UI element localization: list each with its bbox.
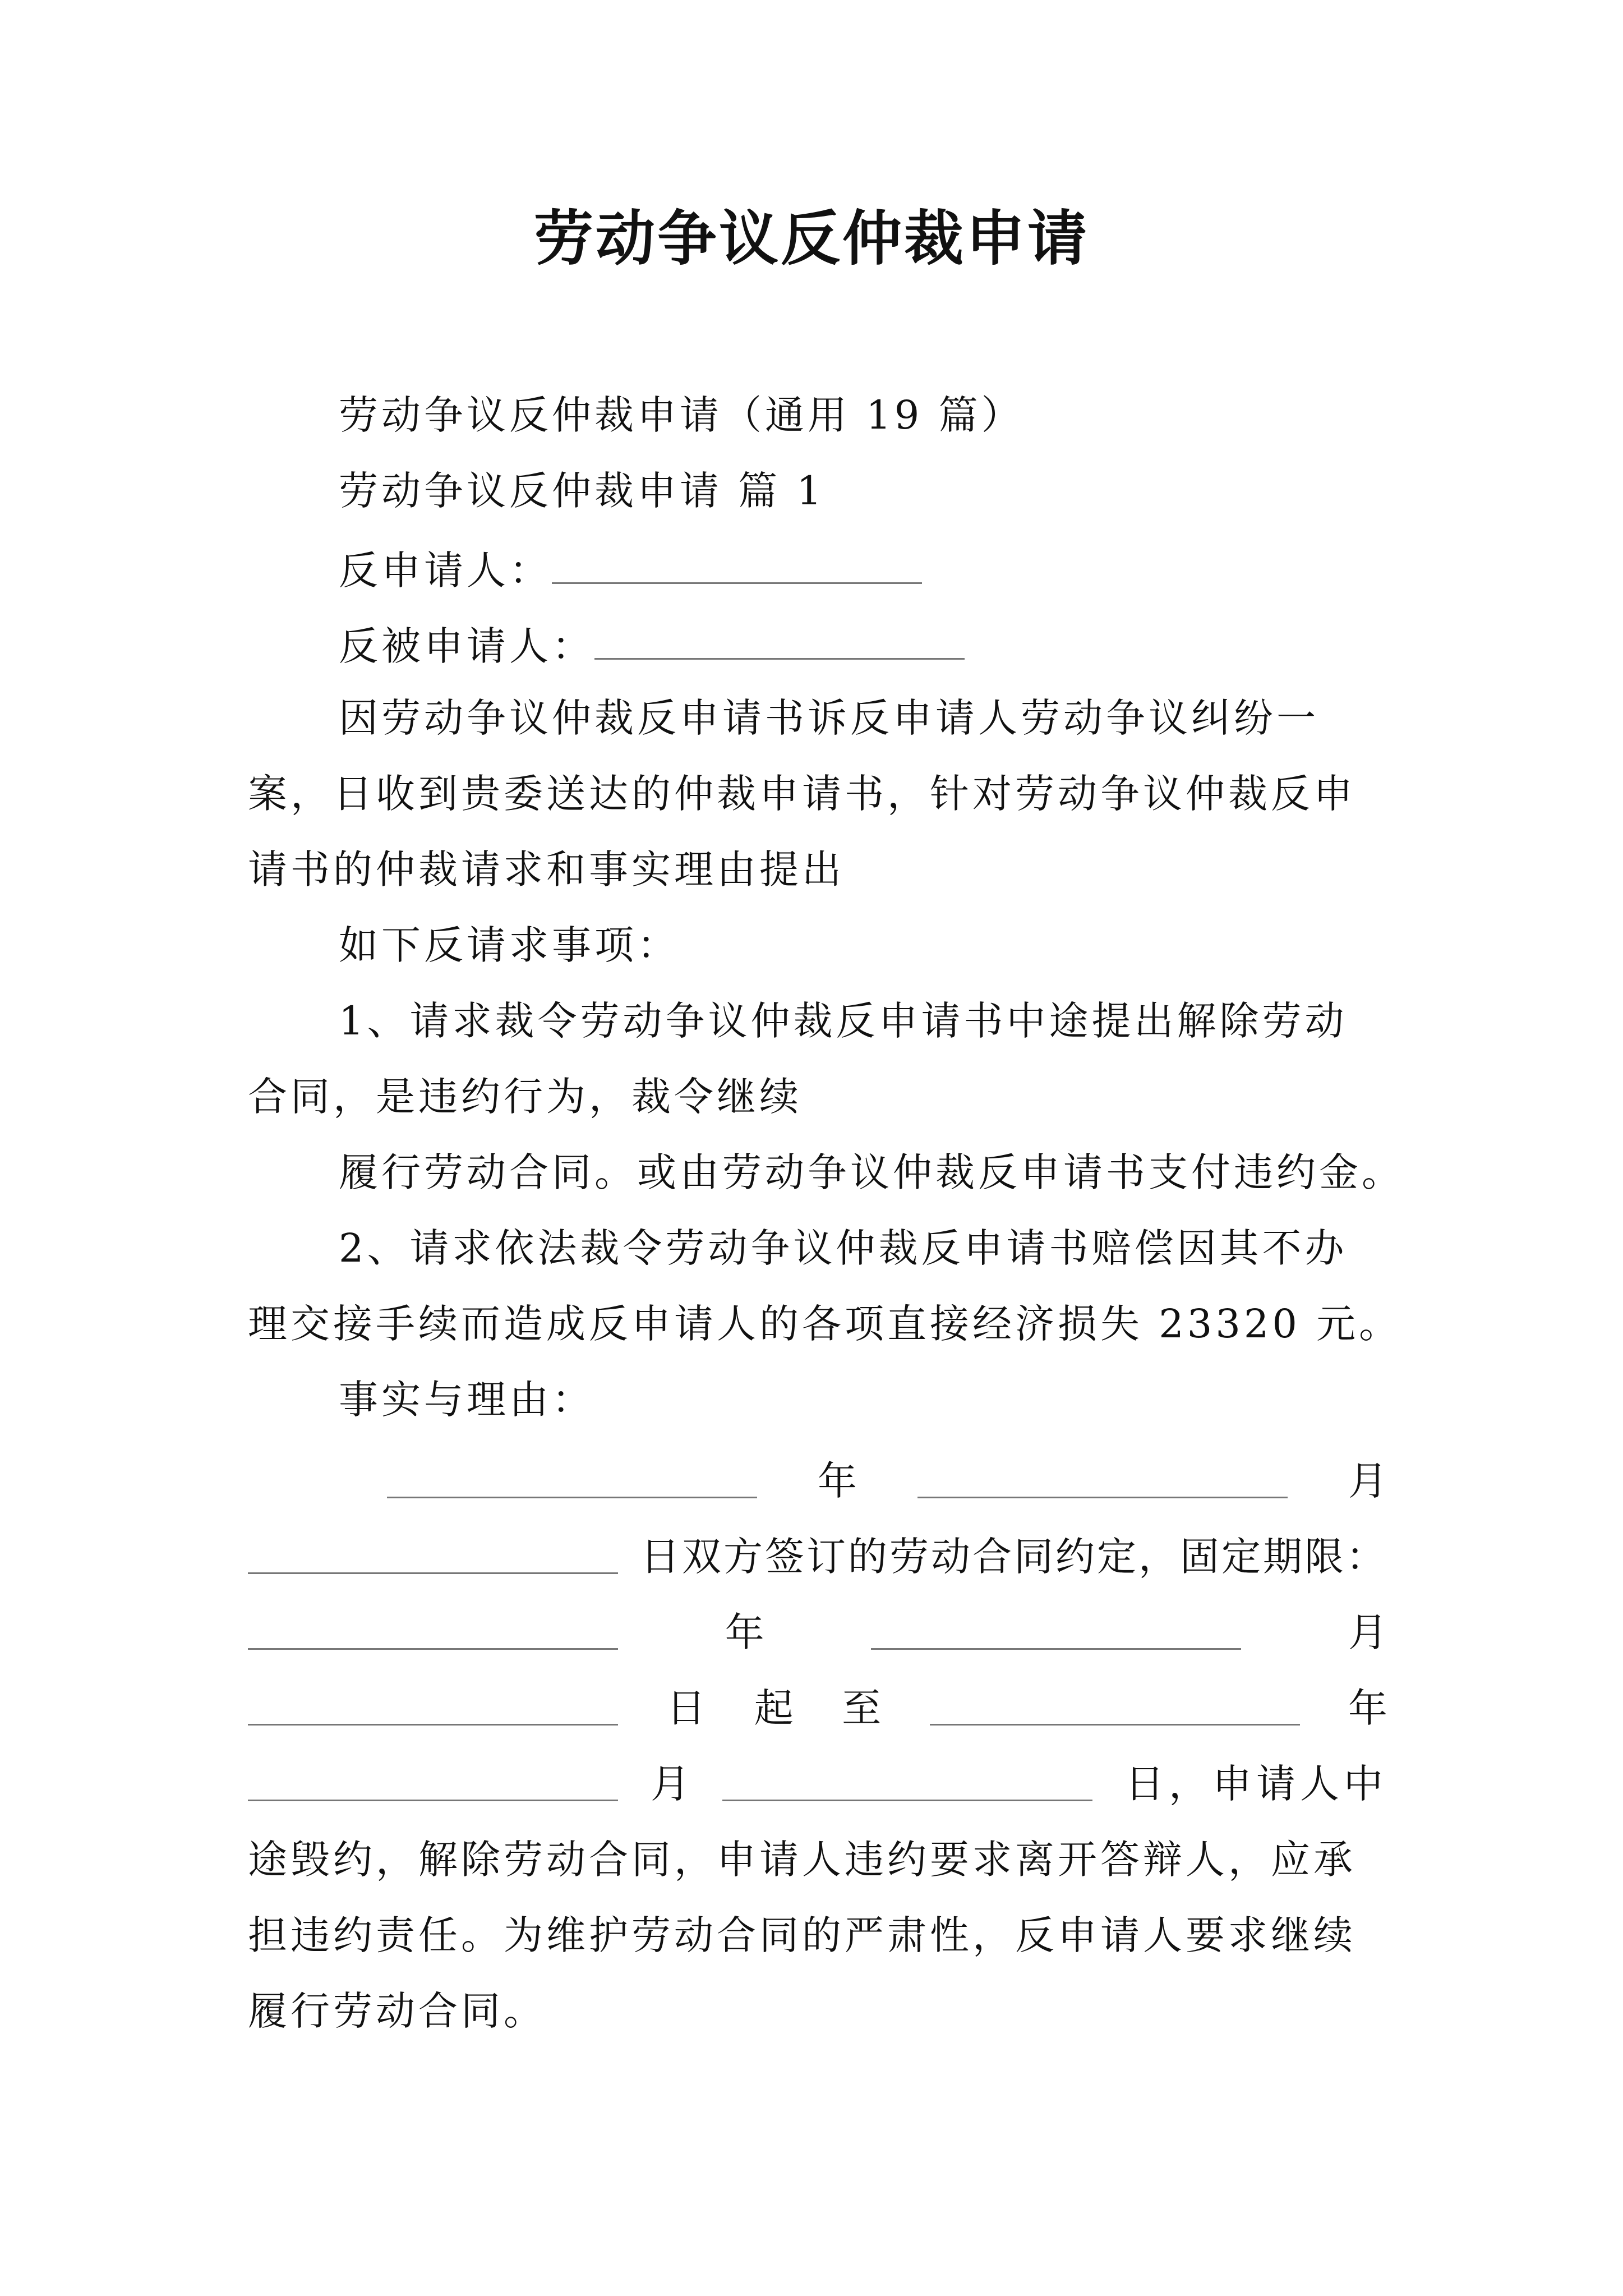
year-label-3: 年 <box>1348 1685 1387 1731</box>
document-subtitle: 劳动争议反仲裁申请（通用 19 篇） <box>339 392 1024 438</box>
month-label: 月 <box>1348 1458 1387 1504</box>
claim-1-line-2: 合同，是违约行为，裁令继续 <box>248 1074 802 1120</box>
end-month-blank[interactable] <box>248 1756 618 1801</box>
facts-heading: 事实与理由： <box>339 1377 594 1423</box>
claim-2-line-1: 2、请求依法裁令劳动争议仲裁反申请书赔偿因其不办 <box>339 1225 1348 1271</box>
intro-line-2: 案，日收到贵委送达的仲裁申请书，针对劳动争议仲裁反申 <box>248 771 1356 817</box>
claims-heading: 如下反请求事项： <box>339 922 680 968</box>
claim-1-line-1: 1、请求裁令劳动争议仲裁反申请书中途提出解除劳动 <box>339 998 1348 1044</box>
sign-day-blank[interactable] <box>248 1529 618 1574</box>
sign-year-blank[interactable] <box>387 1453 757 1498</box>
month-label-3: 月 <box>651 1761 690 1807</box>
start-day-blank[interactable] <box>248 1680 618 1726</box>
intro-line-3: 请书的仲裁请求和事实理由提出 <box>248 846 845 892</box>
month-label-2: 月 <box>1348 1609 1387 1655</box>
facts-date-row-5 <box>248 1756 1387 1812</box>
counter-respondent-label: 反被申请人： <box>339 623 594 669</box>
facts-date-row-3 <box>248 1604 1387 1660</box>
facts-date-row-4 <box>248 1680 1387 1736</box>
end-year-blank[interactable] <box>930 1680 1300 1726</box>
facts-line-b: 担违约责任。为维护劳动合同的严肃性，反申请人要求继续 <box>248 1912 1356 1958</box>
counter-applicant-label: 反申请人： <box>339 547 552 593</box>
from-label: 起 <box>754 1685 794 1731</box>
counter-applicant-blank[interactable] <box>552 539 922 584</box>
facts-line-a: 途毁约，解除劳动合同，申请人违约要求离开答辩人，应承 <box>248 1837 1356 1883</box>
claim-2-line-2: 理交接手续而造成反申请人的各项直接经济损失 23320 元。 <box>248 1301 1402 1347</box>
end-day-blank[interactable] <box>722 1756 1092 1801</box>
section-heading: 劳动争议反仲裁申请 篇 1 <box>339 468 826 514</box>
claim-1-line-3: 履行劳动合同。或由劳动争议仲裁反申请书支付违约金。 <box>339 1149 1404 1195</box>
facts-line-c: 履行劳动合同。 <box>248 1988 546 2034</box>
day-applicant-text: 日，申请人中 <box>1125 1761 1387 1807</box>
document-title: 劳动争议反仲裁申请 <box>534 203 1089 273</box>
day-label: 日 <box>666 1685 706 1731</box>
year-label-2: 年 <box>725 1609 764 1655</box>
counter-respondent-row <box>339 614 965 674</box>
sign-month-blank[interactable] <box>917 1453 1288 1498</box>
counter-applicant-row <box>339 539 922 599</box>
counter-respondent-blank[interactable] <box>594 614 965 660</box>
start-month-blank[interactable] <box>871 1604 1241 1650</box>
to-label: 至 <box>842 1685 882 1731</box>
intro-line-1: 因劳动争议仲裁反申请书诉反申请人劳动争议纠纷一 <box>339 695 1319 741</box>
year-label: 年 <box>818 1458 857 1504</box>
facts-date-row-2 <box>248 1529 1387 1585</box>
start-year-blank[interactable] <box>248 1604 618 1650</box>
signed-text: 日双方签订的劳动合同约定，固定期限： <box>640 1534 1387 1580</box>
facts-date-row-1 <box>387 1453 1387 1509</box>
